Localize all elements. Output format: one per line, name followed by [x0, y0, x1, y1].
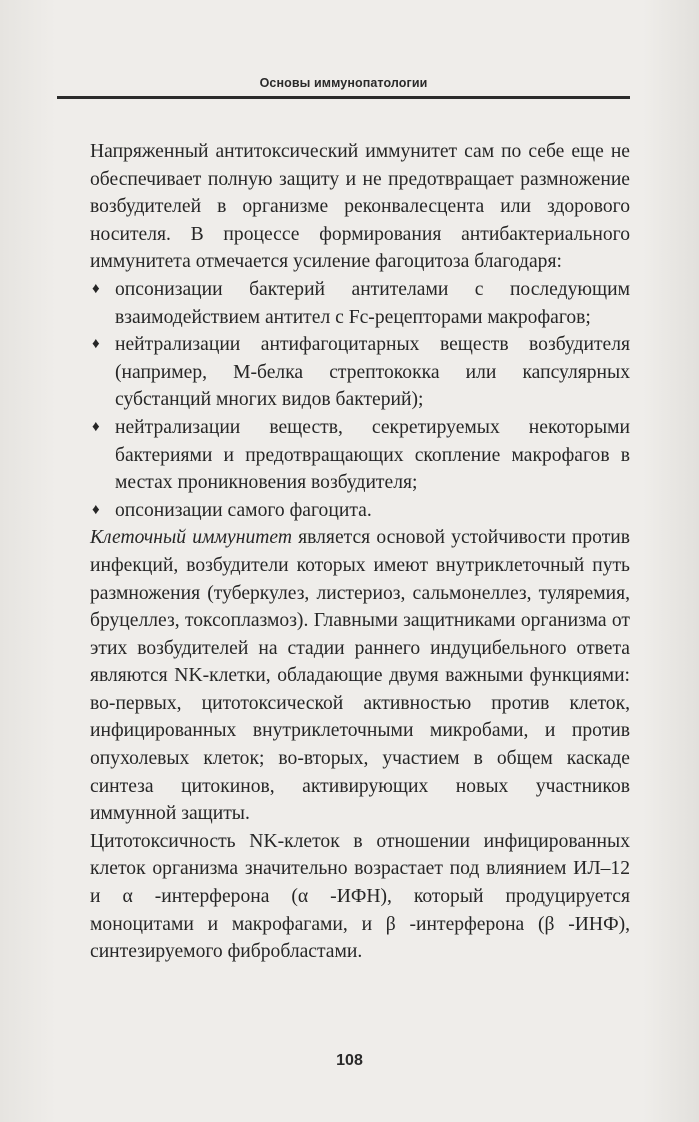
bullet-item — [90, 331, 630, 414]
page-number: 108 — [336, 1052, 363, 1069]
paragraph-3 — [90, 828, 630, 966]
bullet-text: нейтрализации веществ, секретируемых некоторыми бактериями и предотвращающих скопление макрофагов в местах проникновения возбудителя; — [115, 416, 630, 494]
bullet-item — [90, 497, 630, 525]
paragraph-2-text: является основой устойчивости против инфекций, возбудители которых имеют внутриклеточный путь размножения (туберкулез, листериоз, сальмонеллез, туляремия, бруцеллез, токсоплазмоз). Главными защитниками организма от этих возбудителей на стадии раннего индуцибельного ответа являются NK-клетки, обладающие двумя важными функциями: во-первых, цитотоксической активностью против клеток, инфицированных внутриклеточными микробами, и против опухолевых клеток; во-вторых, участием в общем каскаде синтеза цитокинов, активирующих новых участников иммунной защиты. — [90, 527, 630, 825]
bullet-item — [90, 414, 630, 497]
paragraph-3-text: Цитотоксичность NK-клеток в отношении инфицированных клеток организма значительно возрастает под влиянием ИЛ–12 и α -интерферона (α -ИФН), который продуцируется моноцитами и макрофагами, и β -интерферона (β -ИНФ), синтезируемого фибробластами. — [90, 830, 630, 963]
diamond-bullet-icon: ♦ — [92, 418, 100, 435]
bullet-text: опсонизации самого фагоцита. — [115, 499, 372, 521]
diamond-bullet-icon: ♦ — [92, 336, 100, 353]
paragraph-2-term: Клеточный иммунитет — [90, 527, 292, 549]
paragraph-1 — [90, 138, 630, 276]
paragraph-1-text: Напряженный антитоксический иммунитет сам по себе еще не обеспечивает полную защиту и не предотвращает размножение возбудителей в организме реконвалесцента или здорового носителя. В процессе формирования антибактериального иммунитета отмечается усиление фагоцитоза благодаря: — [90, 141, 630, 273]
bullet-item — [90, 276, 630, 331]
header-rule — [57, 96, 630, 99]
bullet-text: нейтрализации антифагоцитарных веществ возбудителя (например, М-белка стрептококка или капсулярных субстанций многих видов бактерий); — [115, 334, 630, 411]
body-text — [90, 138, 630, 966]
diamond-bullet-icon: ♦ — [92, 280, 100, 297]
paragraph-2 — [90, 524, 630, 828]
bullet-text: опсонизации бактерий антителами с последующим взаимодействием антител с Fc-рецепторами макрофагов; — [115, 278, 630, 328]
running-title: Основы иммунопатологии — [259, 76, 428, 90]
diamond-bullet-icon: ♦ — [92, 501, 100, 518]
